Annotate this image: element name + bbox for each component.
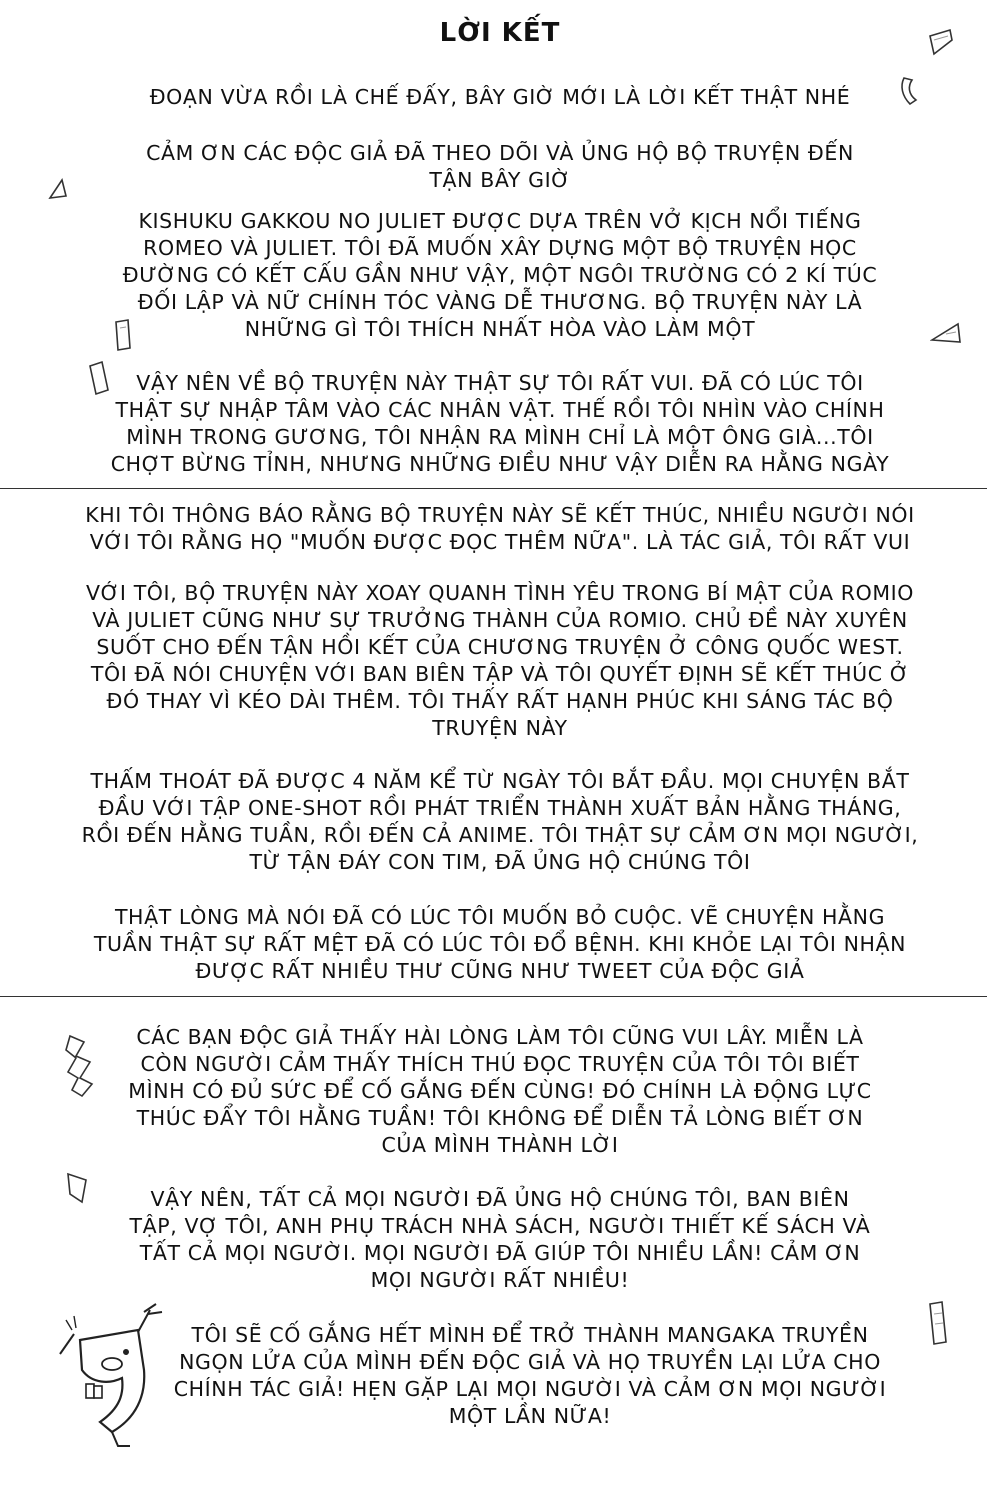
section-divider-2 bbox=[0, 996, 987, 997]
falling-paper-icon bbox=[46, 176, 72, 202]
falling-paper-icon bbox=[924, 26, 958, 60]
page-title: LỜI KẾT bbox=[439, 18, 561, 48]
paragraph-7: THẤM THOÁT ĐÃ ĐƯỢC 4 NĂM KỂ TỪ NGÀY TÔI BẮT ĐẦU. MỌI CHUYỆN BẮT ĐẦU VỚI TẬP ONE-SHOT RỒI PHÁT TRIỂN THÀNH XUẤT BẢN HẰNG THÁNG, RỒI ĐẾN HẰNG TUẦN, RỒI ĐẾN CẢ ANIME. TÔI THẬT SỰ CẢM ƠN MỌI NGƯỜI, TỪ TẬN ĐÁY CON TIM, ĐÃ ỦNG HỘ CHÚNG TÔI bbox=[81, 769, 919, 874]
paragraph-10: VẬY NÊN, TẤT CẢ MỌI NGƯỜI ĐÃ ỦNG HỘ CHÚNG TÔI, BAN BIÊN TẬP, VỢ TÔI, ANH PHỤ TRÁCH NHÀ SÁCH, NGƯỜI THIẾT KẾ SÁCH VÀ TẤT CẢ MỌI NGƯỜI. MỌI NGƯỜI ĐÃ GIÚP TÔI NHIỀU LẦN! CẢM ƠN MỌI NGƯỜI RẤT NHIỀU! bbox=[129, 1187, 871, 1292]
paragraph-2: CẢM ƠN CÁC ĐỘC GIẢ ĐÃ THEO DÕI VÀ ỦNG HỘ BỘ TRUYỆN ĐẾN TẬN BÂY GIỜ bbox=[146, 141, 854, 192]
falling-paper-icon bbox=[110, 318, 136, 352]
falling-paper-icon bbox=[64, 1170, 92, 1204]
paragraph-9: CÁC BẠN ĐỘC GIẢ THẤY HÀI LÒNG LÀM TÔI CŨNG VUI LÂY. MIỄN LÀ CÒN NGƯỜI CẢM THẤY THÍCH THÚ ĐỌC TRUYỆN CỦA TÔI TÔI BIẾT MÌNH CÓ ĐỦ SỨC ĐỂ CỐ GẮNG ĐẾN CÙNG! ĐÓ CHÍNH LÀ ĐỘNG LỰC THÚC ĐẨY TÔI HẰNG TUẦN! TÔI KHÔNG ĐỂ DIỄN TẢ LÒNG BIẾT ƠN CỦA MÌNH THÀNH LỜI bbox=[128, 1025, 872, 1157]
falling-paper-icon bbox=[930, 320, 964, 346]
paragraph-1: ĐOẠN VỪA RỒI LÀ CHẾ ĐẤY, BÂY GIỜ MỚI LÀ LỜI KẾT THẬT NHÉ bbox=[149, 85, 851, 109]
paragraph-5: KHI TÔI THÔNG BÁO RẰNG BỘ TRUYỆN NÀY SẼ KẾT THÚC, NHIỀU NGƯỜI NÓI VỚI TÔI RẰNG HỌ "MUỐN ĐƯỢC ĐỌC THÊM NỮA". LÀ TÁC GIẢ, TÔI RẤT VUI bbox=[85, 503, 915, 554]
falling-paper-icon bbox=[896, 74, 926, 108]
paragraph-3: KISHUKU GAKKOU NO JULIET ĐƯỢC DỰA TRÊN VỞ KỊCH NỔI TIẾNG ROMEO VÀ JULIET. TÔI ĐÃ MUỐN XÂY DỰNG MỘT BỘ TRUYỆN HỌC ĐƯỜNG CÓ KẾT CẤU GẦN NHƯ VẬY, MỘT NGÔI TRƯỜNG CÓ 2 KÍ TÚC ĐỐI LẬP VÀ NỮ CHÍNH TÓC VÀNG DỄ THƯƠNG. BỘ TRUYỆN NÀY LÀ NHỮNG GÌ TÔI THÍCH NHẤT HÒA VÀO LÀM MỘT bbox=[122, 209, 878, 341]
paragraph-8: THẬT LÒNG MÀ NÓI ĐÃ CÓ LÚC TÔI MUỐN BỎ CUỘC. VẼ CHUYỆN HẰNG TUẦN THẬT SỰ RẤT MỆT ĐÃ CÓ LÚC TÔI ĐỔ BỆNH. KHI KHỎE LẠI TÔI NHẬN ĐƯỢC RẤT NHIỀU THƯ CŨNG NHƯ TWEET CỦA ĐỘC GIẢ bbox=[93, 905, 907, 983]
falling-paper-icon bbox=[62, 1032, 98, 1100]
falling-paper-icon bbox=[86, 360, 112, 396]
paragraph-4: VẬY NÊN VỀ BỘ TRUYỆN NÀY THẬT SỰ TÔI RẤT VUI. ĐÃ CÓ LÚC TÔI THẬT SỰ NHẬP TÂM VÀO CÁC NHÂN VẬT. THẾ RỒI TÔI NHÌN VÀO CHÍNH MÌNH TRONG GƯƠNG, TÔI NHẬN RA MÌNH CHỈ LÀ MỘT ÔNG GIÀ...TÔI CHỢT BỪNG TỈNH, NHƯNG NHỮNG ĐIỀU NHƯ VẬY DIỄN RA HẰNG NGÀY bbox=[110, 371, 890, 476]
mascot-character-icon bbox=[52, 1300, 172, 1450]
paragraph-6: VỚI TÔI, BỘ TRUYỆN NÀY XOAY QUANH TÌNH YÊU TRONG BÍ MẬT CỦA ROMIO VÀ JULIET CŨNG NHƯ SỰ TRƯỞNG THÀNH CỦA ROMIO. CHỦ ĐỀ NÀY XUYÊN SUỐT CHO ĐẾN TẬN HỒI KẾT CỦA CHƯƠNG TRUYỆN Ở CÔNG QUỐC WEST. TÔI ĐÃ NÓI CHUYỆN VỚI BAN BIÊN TẬP VÀ TÔI QUYẾT ĐỊNH SẼ KẾT THÚC Ở ĐÓ THAY VÌ KÉO DÀI THÊM. TÔI THẤY RẤT HẠNH PHÚC KHI SÁNG TÁC BỘ TRUYỆN NÀY bbox=[85, 581, 915, 740]
section-divider-1 bbox=[0, 488, 987, 489]
paragraph-11: TÔI SẼ CỐ GẮNG HẾT MÌNH ĐỂ TRỞ THÀNH MANGAKA TRUYỀN NGỌN LỬA CỦA MÌNH ĐẾN ĐỘC GIẢ VÀ HỌ TRUYỀN LẠI LỬA CHO CHÍNH TÁC GIẢ! HẸN GẶP LẠI MỌI NGƯỜI VÀ CẢM ƠN MỌI NGƯỜI MỘT LẦN NỮA! bbox=[173, 1323, 887, 1428]
falling-paper-icon bbox=[924, 1300, 950, 1346]
